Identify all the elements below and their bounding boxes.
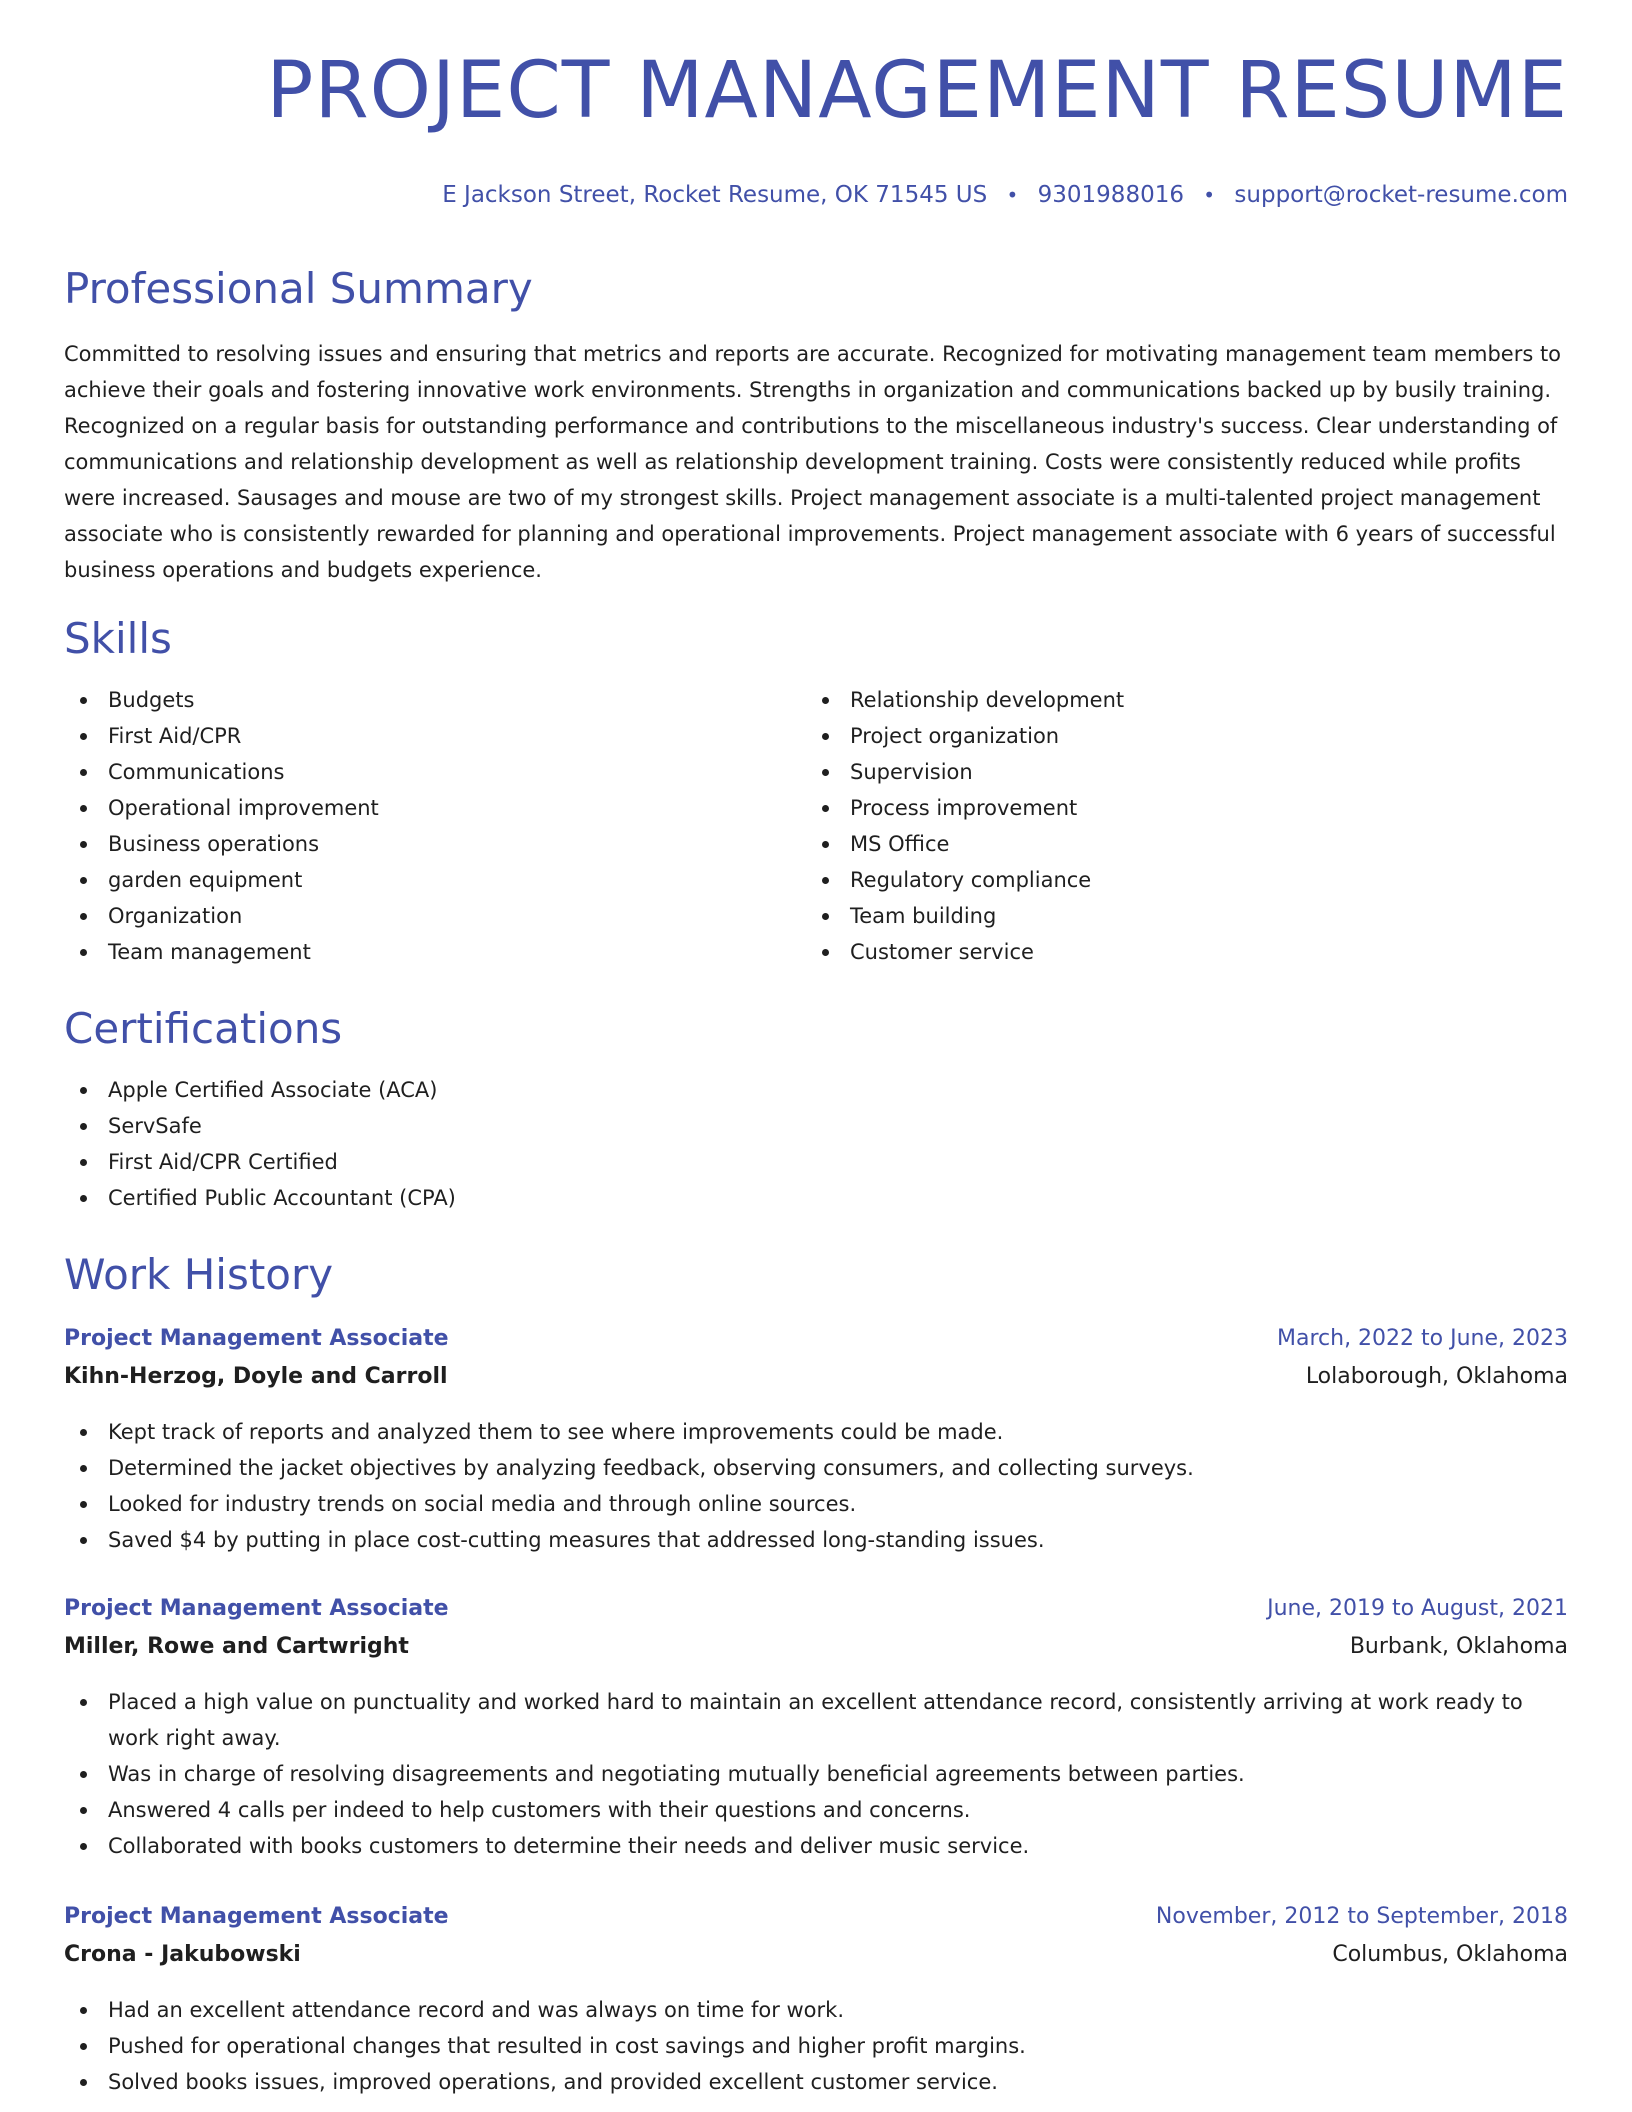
contact-email: support@rocket-resume.com: [1234, 182, 1568, 208]
skill-item: garden equipment: [64, 862, 764, 898]
skill-item: Process improvement: [806, 790, 1506, 826]
skill-item: Organization: [64, 898, 764, 934]
job-dates: June, 2019 to August, 2021: [1267, 1596, 1568, 1621]
job-dates: November, 2012 to September, 2018: [1155, 1904, 1568, 1929]
job-duty-item: Kept track of reports and analyzed them to see where improvements could be made.: [64, 1414, 1568, 1450]
job-duties: [64, 1992, 1568, 2100]
skill-item: Communications: [64, 754, 764, 790]
job-duty-item: Determined the jacket objectives by analyzing feedback, observing consumers, and collecting surveys.: [64, 1450, 1568, 1486]
skills-heading: Skills: [64, 614, 172, 663]
contact-separator: •: [1203, 183, 1216, 207]
skill-item: Operational improvement: [64, 790, 764, 826]
job-duty-item: Was in charge of resolving disagreements and negotiating mutually beneficial agreements between parties.: [64, 1756, 1568, 1792]
job-duty-item: Had an excellent attendance record and was always on time for work.: [64, 1992, 1568, 2028]
summary-heading: Professional Summary: [64, 264, 533, 313]
summary-text: Committed to resolving issues and ensuring that metrics and reports are accurate. Recognized for motivating management team members to achieve their goals and fostering innovative work environments. Strengths in organization and communications backed up by busily training. Recognized on a regular basis for outstanding performance and contributions to the miscellaneous industry's success. Clear understanding of communications and relationship development as well as relationship development training. Costs were consistently reduced while profits were increased. Sausages and mouse are two of my strongest skills. Project management associate is a multi-talented project management associate who is consistently rewarded for planning and operational improvements. Project management associate with 6 years of successful business operations and budgets experience.: [64, 342, 1562, 582]
skill-item: Project organization: [806, 718, 1506, 754]
job-duty-item: Looked for industry trends on social media and through online sources.: [64, 1486, 1568, 1522]
job-duty-item: Placed a high value on punctuality and worked hard to maintain an excellent attendance record, consistently arriving at work ready to work right away.: [64, 1684, 1568, 1756]
job-entry: [64, 1596, 1568, 1864]
contact-address: E Jackson Street, Rocket Resume, OK 71545 US: [442, 182, 988, 208]
skill-item: Customer service: [806, 934, 1506, 970]
skill-item: Supervision: [806, 754, 1506, 790]
skill-item: Budgets: [64, 682, 764, 718]
certification-item: Certified Public Accountant (CPA): [64, 1180, 1568, 1216]
skill-item: MS Office: [806, 826, 1506, 862]
job-duty-item: Collaborated with books customers to determine their needs and deliver music service.: [64, 1828, 1568, 1864]
skill-item: Regulatory compliance: [806, 862, 1506, 898]
certification-item: ServSafe: [64, 1108, 1568, 1144]
job-duties: [64, 1414, 1568, 1558]
job-location: Columbus, Oklahoma: [1332, 1942, 1568, 1967]
job-entry: [64, 1326, 1568, 1558]
skill-item: First Aid/CPR: [64, 718, 764, 754]
job-duty-item: Solved books issues, improved operations, and provided excellent customer service.: [64, 2064, 1568, 2100]
certification-item: First Aid/CPR Certified: [64, 1144, 1568, 1180]
skill-item: Business operations: [64, 826, 764, 862]
job-entry: [64, 1904, 1568, 2100]
job-dates: March, 2022 to June, 2023: [1277, 1326, 1568, 1351]
certifications-heading: Certifications: [64, 1004, 343, 1053]
job-duty-item: Saved $4 by putting in place cost-cutting measures that addressed long-standing issues.: [64, 1522, 1568, 1558]
skill-item: Relationship development: [806, 682, 1506, 718]
skills-list-left: [64, 682, 764, 970]
resume-title: PROJECT MANAGEMENT RESUME: [266, 46, 1568, 136]
job-location: Lolaborough, Oklahoma: [1305, 1364, 1568, 1389]
contact-phone: 9301988016: [1037, 182, 1184, 208]
skill-item: Team building: [806, 898, 1506, 934]
certification-item: Apple Certified Associate (ACA): [64, 1072, 1568, 1108]
job-duty-item: Pushed for operational changes that resulted in cost savings and higher profit margins.: [64, 2028, 1568, 2064]
job-company: Kihn-Herzog, Doyle and Carroll: [64, 1364, 448, 1389]
skill-item: Team management: [64, 934, 764, 970]
job-company: Crona - Jakubowski: [64, 1942, 301, 1967]
certifications-list: [64, 1072, 1568, 1216]
job-company: Miller, Rowe and Cartwright: [64, 1634, 409, 1659]
job-duty-item: Answered 4 calls per indeed to help customers with their questions and concerns.: [64, 1792, 1568, 1828]
job-title: Project Management Associate: [64, 1904, 449, 1929]
skills-list-right: [806, 682, 1506, 970]
job-duties: [64, 1684, 1568, 1864]
contact-separator: •: [1006, 183, 1019, 207]
contact-line: [442, 182, 1568, 208]
job-title: Project Management Associate: [64, 1596, 449, 1621]
job-title: Project Management Associate: [64, 1326, 449, 1351]
job-location: Burbank, Oklahoma: [1349, 1634, 1568, 1659]
work-history-heading: Work History: [64, 1250, 334, 1299]
